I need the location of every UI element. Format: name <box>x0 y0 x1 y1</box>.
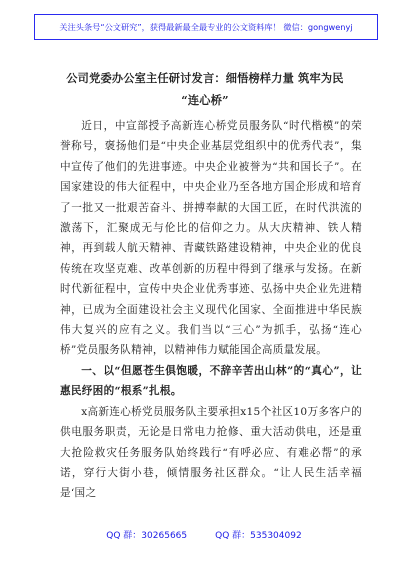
document-title <box>40 67 370 111</box>
header-banner: 关注头条号“公文研究”，获得最新最全最专业的公文资料库！ 微信：gongwenyj <box>34 14 378 40</box>
footer <box>0 528 408 541</box>
qq-group-1: QQ 群：30265665 <box>106 531 188 541</box>
document-body <box>60 116 362 504</box>
section-heading: 一、以“但愿苍生俱饱暖，不辞辛苦出山林”的“真心”，让惠民纾困的“根系”扎根。 <box>60 364 362 398</box>
title-line-2: “连心桥” <box>181 93 229 107</box>
body-paragraph: x高新连心桥党员服务队主要承担x15个社区10万多客户的供电服务职责，无论是日常电力抢修、重大活动供电，还是重大抢险救灾任务服务队始终践行“有呼必应、有难必帮”的承诺，穿行大街小巷，倾情服务社区群众。“让人民生活幸福是‘国之 <box>60 405 362 500</box>
qq-group-2: QQ 群：535304092 <box>215 531 302 541</box>
title-line-1: 公司党委办公室主任研讨发言：细悟榜样力量 筑牢为民 <box>66 71 344 85</box>
body-paragraph: 近日，中宣部授予高新连心桥党员服务队“时代楷模”的荣誉称号，褒扬他们是“中央企业基层党组织中的优秀代表”，集中宣传了他们的先进事迹。中央企业被誉为“共和国长子”。在国家建设的伟大征程中，中央企业乃至各地方国企形成和培育了一批又一批艰苦奋斗、拼搏奉献的大国工匠，在时代洪流的激荡下，汇聚成无与伦比的信仰之力。从大庆精神、铁人精神，再到载人航天精神、青藏铁路建设精神，中央企业的优良传统在攻坚克难、改革创新的历程中得到了继承与发扬。在新时代新征程中，宣传中央企业优秀事迹、弘扬中央企业先进精神，已成为全面建设社会主义现代化国家、全面推进中华民族伟大复兴的应有之义。我们当以“三心”为抓手，弘扬“连心桥”党员服务队精神，以精神伟力赋能国企高质量发展。 <box>60 120 362 357</box>
